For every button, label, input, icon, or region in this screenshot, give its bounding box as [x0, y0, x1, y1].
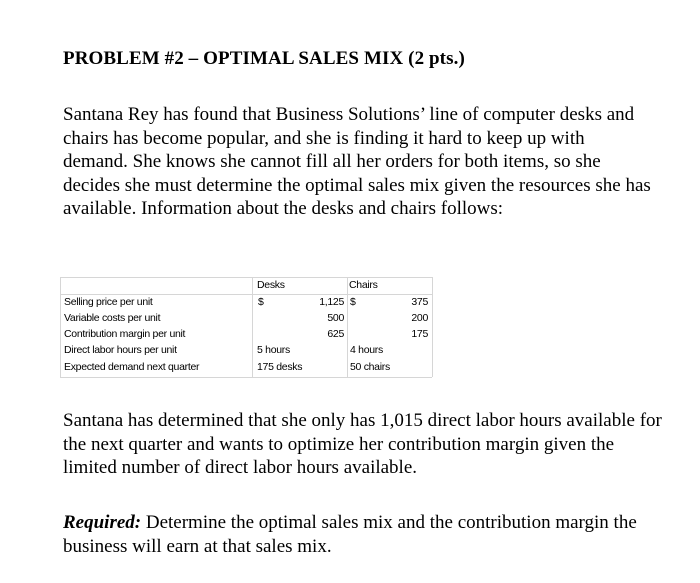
chair-selling-price: 375 — [411, 296, 428, 308]
header-chairs: Chairs — [349, 279, 378, 291]
desk-contribution-margin: 625 — [327, 328, 344, 340]
row-label-selling-price: Selling price per unit — [64, 296, 153, 308]
row-label-labor-hours: Direct labor hours per unit — [64, 344, 177, 356]
constraint-paragraph: Santana has determined that she only has 1,015 direct labor hours available for the next quarter and wants to optimize her contribution margin given the limited number of direct labor hours available. — [63, 410, 662, 478]
header-desks: Desks — [257, 279, 285, 291]
desk-labor-hours: 5 hours — [257, 344, 290, 356]
required-label: Required: — [63, 512, 142, 533]
chair-contribution-margin: 175 — [411, 328, 428, 340]
problem-title: PROBLEM #2 – OPTIMAL SALES MIX (2 pts.) — [63, 48, 465, 69]
required-paragraph — [63, 511, 663, 558]
product-info-table — [60, 277, 432, 377]
row-label-variable-costs: Variable costs per unit — [64, 312, 161, 324]
required-text: Determine the optimal sales mix and the contribution margin the business will earn at that sales mix. — [63, 512, 637, 557]
desk-selling-price: 1,125 — [319, 296, 344, 308]
row-label-contribution-margin: Contribution margin per unit — [64, 328, 186, 340]
chair-dollar-sign: $ — [350, 296, 356, 308]
row-label-expected-demand: Expected demand next quarter — [64, 361, 200, 373]
chair-labor-hours: 4 hours — [350, 344, 383, 356]
chair-variable-cost: 200 — [411, 312, 428, 324]
chair-expected-demand: 50 chairs — [350, 361, 390, 373]
desk-dollar-sign: $ — [258, 296, 264, 308]
desk-variable-cost: 500 — [327, 312, 344, 324]
desk-expected-demand: 175 desks — [257, 361, 303, 373]
intro-paragraph: Santana Rey has found that Business Solutions’ line of computer desks and chairs has become popular, and she is finding it hard to keep up with demand. She knows she cannot fill all her orders for both items, so she decides she must determine the optimal sales mix given the resources she has available. Information about the desks and chairs follows: — [63, 104, 651, 219]
